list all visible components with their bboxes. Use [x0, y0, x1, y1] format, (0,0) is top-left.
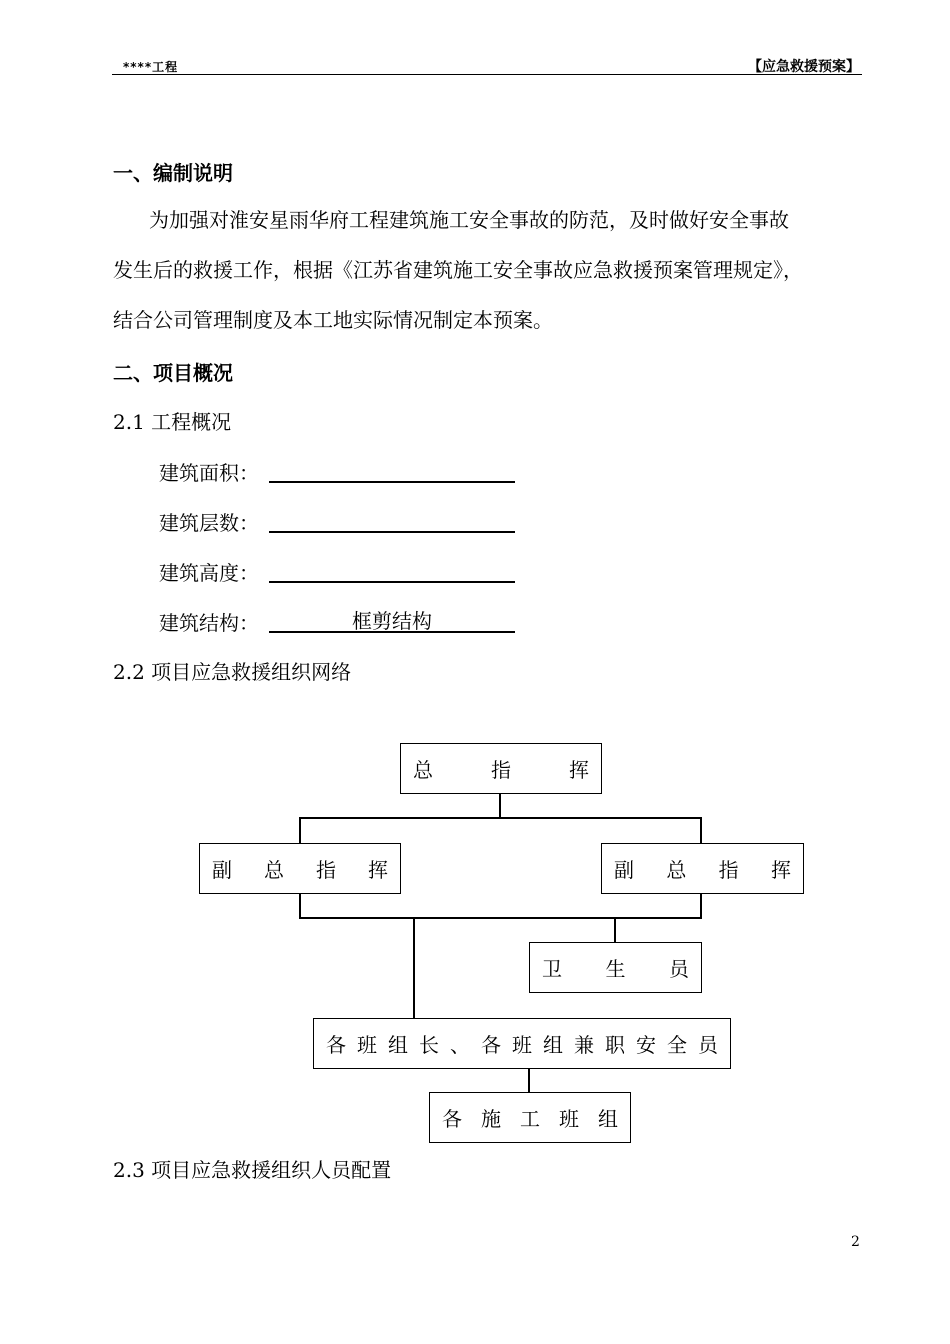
box-team-leaders-char: 班: [357, 1033, 377, 1057]
connector-line: [499, 793, 501, 818]
box-team-leaders-safety-officers: [313, 1018, 731, 1069]
box-deputy-left-char: 挥: [368, 858, 388, 882]
box-team-leaders-char: 员: [698, 1033, 718, 1057]
box-deputy-right-char: 挥: [770, 858, 791, 882]
box-deputy-left-char: 副: [212, 858, 232, 882]
box-team-leaders-char: 各: [481, 1033, 501, 1057]
section-1-heading: 一、编制说明: [113, 161, 233, 185]
box-team-leaders-char: 班: [512, 1033, 532, 1057]
box-health-officer-char: 卫: [542, 957, 562, 981]
box-team-leaders-char: 职: [605, 1033, 625, 1057]
box-team-leaders-char: 兼: [574, 1033, 594, 1057]
connector-line: [528, 1068, 530, 1093]
box-team-leaders-char: 安: [636, 1033, 656, 1057]
connector-line: [413, 917, 415, 1019]
connector-line: [299, 893, 301, 918]
page-number: 2: [851, 1234, 860, 1250]
field-label-building-structure: 建筑结构：: [159, 611, 259, 635]
field-label-building-area: 建筑面积：: [159, 461, 259, 485]
subsection-2-1-title: 2.1 工程概况: [113, 410, 232, 434]
box-commander-char: 总: [413, 758, 433, 782]
box-construction-teams: [429, 1092, 631, 1143]
box-construction-teams-char: 各: [442, 1107, 462, 1131]
subsection-2-2-title: 2.2 项目应急救援组织网络: [113, 660, 352, 684]
box-team-leaders-char: 组: [388, 1033, 408, 1057]
subsection-2-3-title: 2.3 项目应急救援组织人员配置: [113, 1158, 392, 1182]
box-team-leaders-char: 、: [450, 1033, 470, 1057]
header-document-title: 【应急救援预案】: [748, 59, 860, 75]
box-construction-teams-char: 工: [520, 1107, 540, 1131]
box-deputy-right-char: 指: [718, 858, 739, 882]
connector-line: [700, 893, 702, 918]
section-1-paragraph-line-3: 结合公司管理制度及本工地实际情况制定本预案。: [113, 308, 553, 332]
box-team-leaders-char: 长: [419, 1033, 439, 1057]
field-value-building-area: [269, 455, 515, 483]
box-deputy-left-char: 指: [316, 858, 336, 882]
section-1-paragraph-line-2: 发生后的救援工作，根据《江苏省建筑施工安全事故应急救援预案管理规定》，: [113, 258, 803, 282]
connector-line: [614, 917, 616, 943]
connector-line: [299, 817, 301, 844]
field-value-building-floors: [269, 505, 515, 533]
box-health-officer-char: 员: [669, 957, 689, 981]
section-1-paragraph-line-1: 为加强对淮安星雨华府工程建筑施工安全事故的防范，及时做好安全事故: [149, 208, 789, 232]
box-deputy-right-char: 副: [614, 858, 634, 882]
field-label-building-floors: 建筑层数：: [159, 511, 259, 535]
box-construction-teams-char: 组: [598, 1107, 618, 1131]
box-health-officer-char: 生: [605, 957, 626, 981]
box-commander-char: 挥: [569, 758, 589, 782]
box-deputy-commander-left: [199, 843, 401, 894]
field-label-building-height: 建筑高度：: [159, 561, 259, 585]
field-value-building-structure: 框剪结构: [269, 605, 515, 633]
box-team-leaders-char: 组: [543, 1033, 563, 1057]
box-team-leaders-char: 全: [667, 1033, 687, 1057]
box-commander-char: 指: [491, 758, 511, 782]
box-deputy-commander-right: [601, 843, 804, 894]
box-deputy-right-char: 总: [666, 858, 687, 882]
connector-line: [299, 917, 702, 919]
box-deputy-left-char: 总: [264, 858, 284, 882]
section-2-heading: 二、项目概况: [113, 361, 233, 385]
box-commander: [400, 743, 602, 794]
header-project-name: ****工程: [123, 60, 179, 74]
header-rule: [112, 74, 862, 75]
box-construction-teams-char: 施: [481, 1107, 501, 1131]
connector-line: [700, 817, 702, 844]
connector-line: [299, 817, 702, 819]
box-team-leaders-char: 各: [326, 1033, 346, 1057]
box-construction-teams-char: 班: [559, 1107, 579, 1131]
box-health-officer: [529, 942, 702, 993]
field-value-building-height: [269, 555, 515, 583]
